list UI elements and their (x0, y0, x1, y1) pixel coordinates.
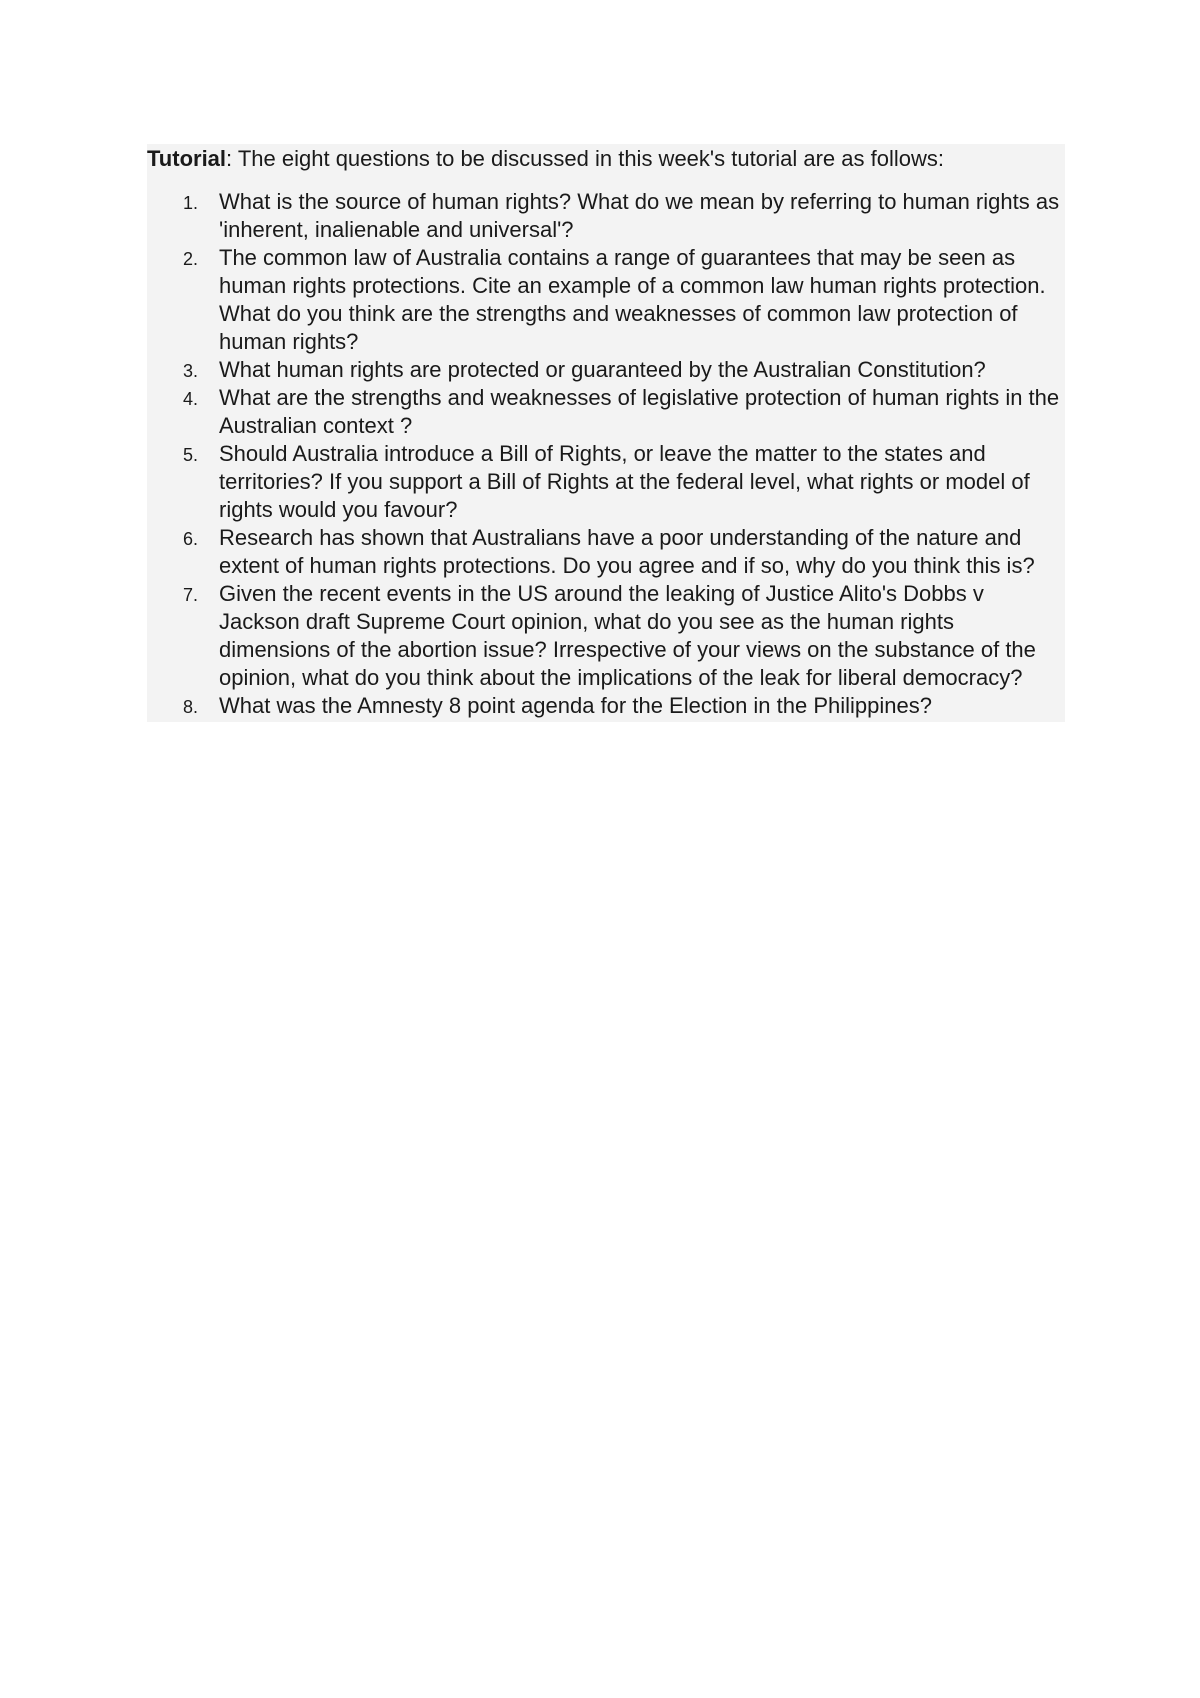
tutorial-label: Tutorial (147, 146, 227, 171)
question-number: 5. (183, 445, 199, 465)
question-number: 3. (183, 361, 199, 381)
question-item (147, 524, 1065, 580)
question-text: What are the strengths and weaknesses of legislative protection of human rights in the Australian context ? (219, 385, 1060, 438)
question-text: Should Australia introduce a Bill of Rights, or leave the matter to the states and territories? If you support a Bill of Rights at the federal level, what rights or model of rights would you favour? (219, 441, 1030, 522)
tutorial-intro-text: : The eight questions to be discussed in this week's tutorial are as follows: (226, 146, 944, 171)
question-text: What was the Amnesty 8 point agenda for the Election in the Philippines? (219, 693, 932, 718)
question-number: 7. (183, 585, 199, 605)
question-number: 2. (183, 249, 199, 269)
question-text: The common law of Australia contains a range of guarantees that may be seen as human rights protections. Cite an example of a common law human rights protection. What do you think are the strengths and weaknesses of common law protection of human rights? (219, 245, 1046, 354)
question-number: 6. (183, 529, 199, 549)
question-number: 8. (183, 697, 199, 717)
question-text: What human rights are protected or guaranteed by the Australian Constitution? (219, 357, 986, 382)
question-number: 1. (183, 193, 199, 213)
question-item (147, 580, 1065, 692)
tutorial-block (147, 144, 1065, 722)
question-number: 4. (183, 389, 199, 409)
question-text: Research has shown that Australians have a poor understanding of the nature and extent of human rights protections. Do you agree and if so, why do you think this is? (219, 525, 1035, 578)
question-item (147, 244, 1065, 356)
question-item (147, 440, 1065, 524)
question-item (147, 692, 1065, 720)
tutorial-intro (147, 144, 1065, 179)
question-item (147, 356, 1065, 384)
question-text: Given the recent events in the US around the leaking of Justice Alito's Dobbs v Jackson draft Supreme Court opinion, what do you see as the human rights dimensions of the abortion issue? Irrespective of your views on the substance of the opinion, what do you think about the implications of the leak for liberal democracy? (219, 581, 1036, 690)
question-item (147, 384, 1065, 440)
question-item (147, 188, 1065, 244)
question-text: What is the source of human rights? What do we mean by referring to human rights as 'inherent, inalienable and universal'? (219, 189, 1060, 242)
question-list (147, 188, 1065, 720)
